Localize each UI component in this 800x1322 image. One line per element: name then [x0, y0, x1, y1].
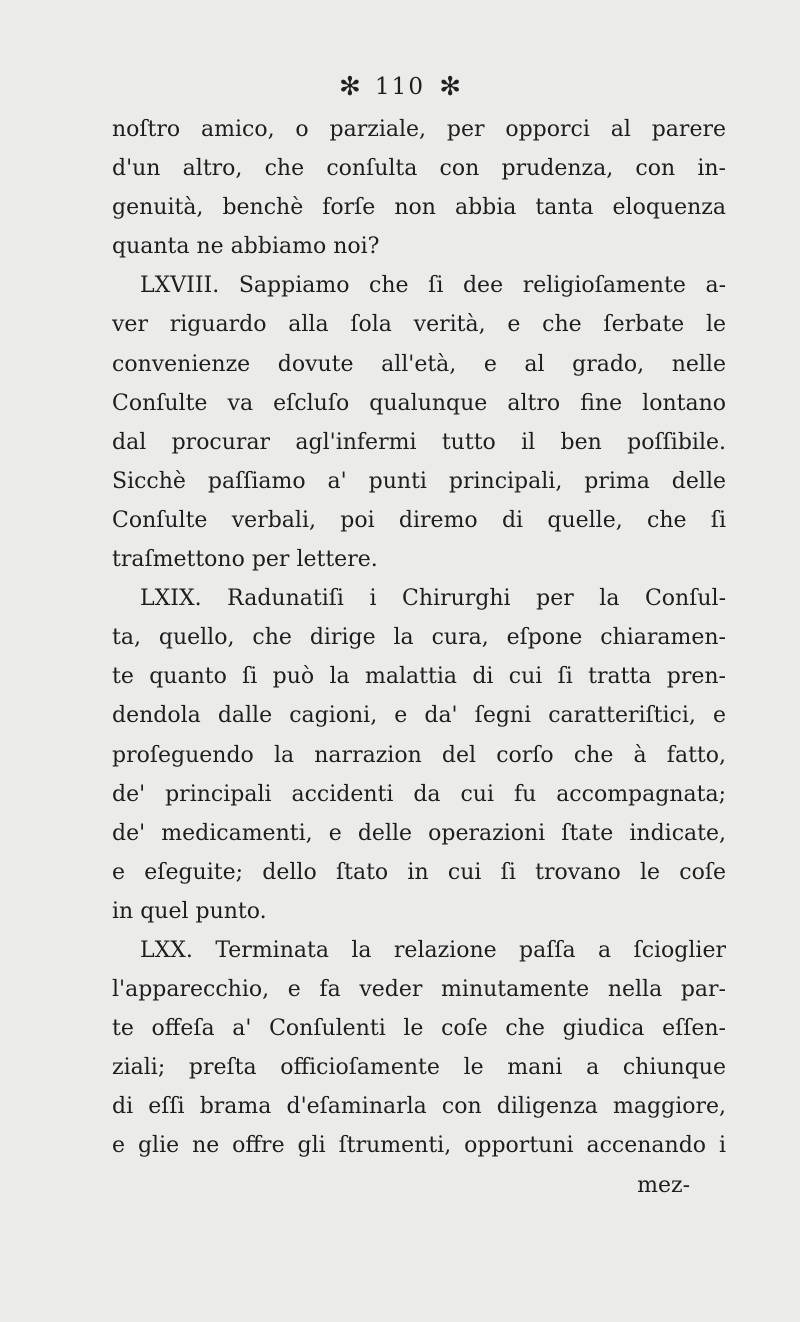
text-line: te quanto ſi può la malattia di cui ſi tratta pren- [112, 664, 726, 690]
text-line: Conſulte verbali, poi diremo di quelle, che ſi [112, 507, 726, 533]
running-head [0, 66, 800, 107]
text-line: convenienze dovute all'età, e al grado, nelle [112, 351, 726, 377]
text-line: de' principali accidenti da cui fu accompagnata; [112, 781, 726, 807]
text-line: te offeſa a' Conſulenti le coſe che giudica eſſen- [112, 1016, 726, 1042]
text-line: Sicchè paſſiamo a' punti principali, prima delle [112, 468, 726, 494]
text-line: di eſſi brama d'eſaminarla con diligenza maggiore, [112, 1094, 726, 1120]
text-line: ta, quello, che dirige la cura, eſpone chiaramen- [112, 625, 726, 651]
text-line: genuità, benchè forſe non abbia tanta eloquenza [112, 195, 726, 221]
text-line: ver riguardo alla ſola verità, e che ſerbate le [112, 312, 726, 338]
text-line: e eſeguite; dello ſtato in cui ſi trovano le coſe [112, 859, 726, 885]
text-block [112, 110, 726, 1205]
text-line: Conſulte va eſcluſo qualunque altro fine lontano [112, 390, 726, 416]
page-number: 110 [375, 74, 425, 100]
section-heading-lxx: LXX. Terminata la relazione paſſa a ſcioglier [140, 937, 726, 963]
section-heading-lxix: LXIX. Radunatiſi i Chirurghi per la Conſul- [140, 586, 726, 612]
text-line: traſmettono per lettere. [112, 547, 378, 573]
text-line: d'un altro, che conſulta con prudenza, con in- [112, 156, 726, 182]
text-line: noſtro amico, o parziale, per opporci al parere [112, 117, 726, 142]
section-heading-lxviii: LXVIII. Sappiamo che ſi dee religioſamente a- [140, 273, 726, 299]
text-line: in quel punto. [112, 898, 267, 924]
text-line: ziali; preſta officioſamente le mani a chiunque [112, 1055, 726, 1081]
ornament-right-icon: ✻ [439, 72, 462, 102]
text-line: dendola dalle cagioni, e da' ſegni caratteriſtici, e [112, 703, 726, 729]
ornament-left-icon: ✻ [338, 72, 361, 102]
text-line: e glie ne offre gli ſtrumenti, opportuni accenando i [112, 1133, 726, 1159]
text-line: proſeguendo la narrazion del corſo che à fatto, [112, 742, 726, 768]
text-line: dal procurar agl'infermi tutto il ben poſſibile. [112, 429, 726, 455]
text-line: l'apparecchio, e fa veder minutamente nella par- [112, 977, 726, 1003]
text-line: quanta ne abbiamo noi? [112, 234, 380, 260]
catchword: mez- [637, 1172, 690, 1198]
text-line: de' medicamenti, e delle operazioni ſtate indicate, [112, 820, 726, 846]
